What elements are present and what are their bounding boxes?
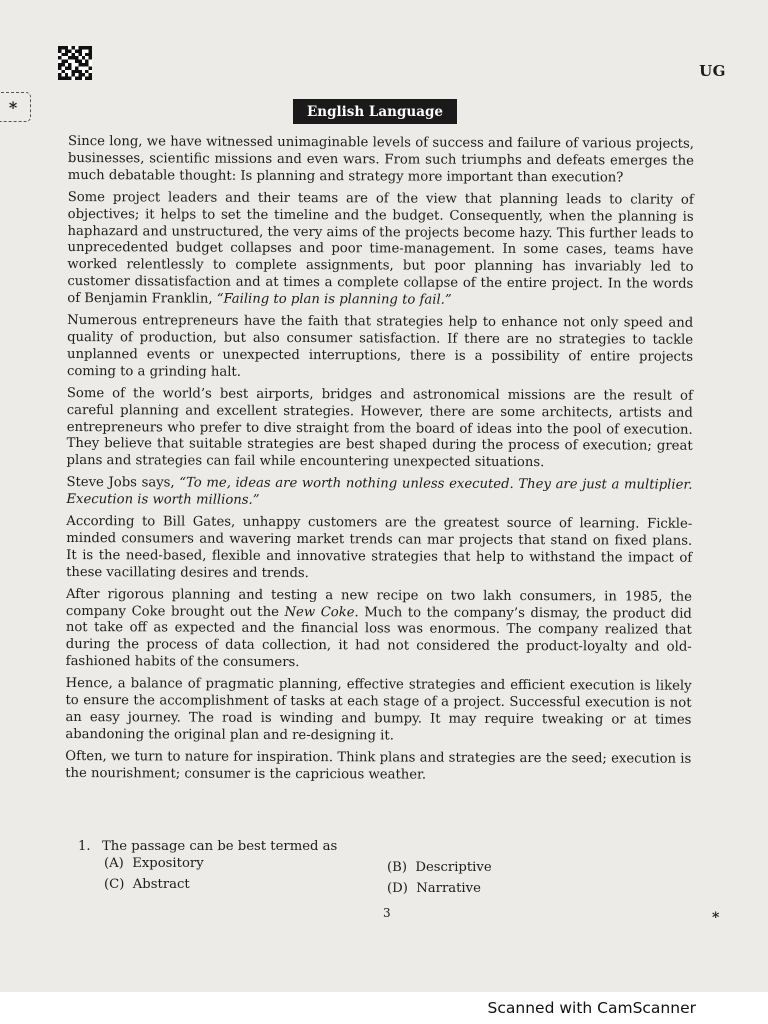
passage-paragraph (67, 190, 694, 311)
option-d (387, 880, 587, 897)
passage-paragraph: Numerous entrepreneurs have the faith that strategies help to enhance not only speed and quality of production, but also consumer satisfaction. If there are no strategies to tackle unplanned events or unexpected interruptions, there is a possibility of entire projects coming to a grinding halt. (66, 313, 694, 380)
page-number: 3 (383, 906, 391, 920)
option-b (387, 859, 587, 876)
passage-paragraph (66, 475, 692, 512)
question-1 (78, 838, 678, 897)
option-text: Abstract (132, 877, 190, 892)
answer-options (104, 855, 678, 897)
option-a (104, 855, 387, 876)
franklin-quote: “Failing to plan is planning to fail.” (216, 291, 452, 308)
option-key: (B) (387, 860, 407, 875)
scanner-watermark: Scanned with CamScanner (487, 999, 696, 1017)
question-number: 1. (78, 839, 91, 854)
question-stem (78, 838, 678, 855)
passage-paragraph: Hence, a balance of pragmatic planning, effective strategies and efficient execution is likely to ensure the accomplishment of tasks at each stage of a project. Successful execution is not an easy journey. The road is winding and bumpy. It may require tweaking or at times abandoning the original plan and re-designing it. (65, 676, 692, 744)
new-coke-term: New Coke (284, 604, 355, 620)
passage-paragraph: According to Bill Gates, unhappy customers are the greatest source of learning. Fickle-minded consumers and wavering market trends can mar projects that stand on fixed plans. It is the need-based, flexible and innovative strategies that help to withstand the impact of these vacillating desires and trends. (66, 514, 693, 581)
jobs-quote: “To me, ideas are worth nothing unless executed. They are just a multiplier. Execution is worth millions.” (66, 475, 693, 508)
star-icon: * (8, 97, 18, 117)
passage-paragraph (66, 587, 692, 674)
corner-star-icon: * (712, 910, 720, 926)
passage-text: After rigorous planning and testing a new recipe on two lakh consumers, in 1985, the company Coke brought out the (65, 586, 693, 620)
option-text: Expository (132, 856, 204, 871)
passage-paragraph: Some of the world’s best airports, bridges and astronomical missions are the result of careful planning and excellent strategies. However, there are some architects, artists and entrepreneurs who prefer to dive straight from the board of ideas into the pool of execution. They believe that suitable strategies are best shaped during the process of execution; great plans and strategies can fail while encountering unexpected situations. (66, 385, 693, 471)
passage-text: . Much to the company’s dismay, the product did not take off as expected and the financial loss was enormous. The company realized that during the process of data collection, it had not considered the product-loyalty and old-fashioned habits of the consumers. (65, 604, 692, 671)
star-marker-tab (0, 92, 31, 122)
question-text: The passage can be best termed as (102, 839, 338, 854)
exam-code: UG (699, 62, 726, 80)
option-key: (C) (104, 877, 125, 892)
option-c (104, 876, 387, 897)
section-title: English Language (293, 99, 457, 124)
option-key: (D) (387, 881, 408, 896)
option-text: Descriptive (415, 860, 492, 875)
option-key: (A) (104, 856, 124, 871)
passage-paragraph: Often, we turn to nature for inspiration. Think plans and strategies are the seed; execution is the nourishment; consumer is the capricious weather. (65, 748, 692, 783)
reading-passage (65, 134, 694, 790)
passage-text: Steve Jobs says, (66, 475, 175, 491)
passage-text: Some project leaders and their teams are of the view that planning leads to clarity of objectives; it helps to set the timeline and the budget. Consequently, when the planning is haphazard and unstructured, the very aims of the projects become hazy. This further leads to unprecedented budget collapses and poor time-management. In some cases, teams have worked relentlessly to complete assignments, but poor planning has invariably led to customer dissatisfaction and at times a complete collapse of the entire project. In the words of Benjamin Franklin, (67, 189, 694, 307)
option-text: Narrative (416, 881, 481, 896)
passage-paragraph: Since long, we have witnessed unimaginable levels of success and failure of various projects, businesses, scientific missions and even wars. From such triumphs and defeats emerges the much debatable thought: Is planning and strategy more important than execution? (67, 134, 694, 186)
qr-code-icon (58, 46, 92, 80)
